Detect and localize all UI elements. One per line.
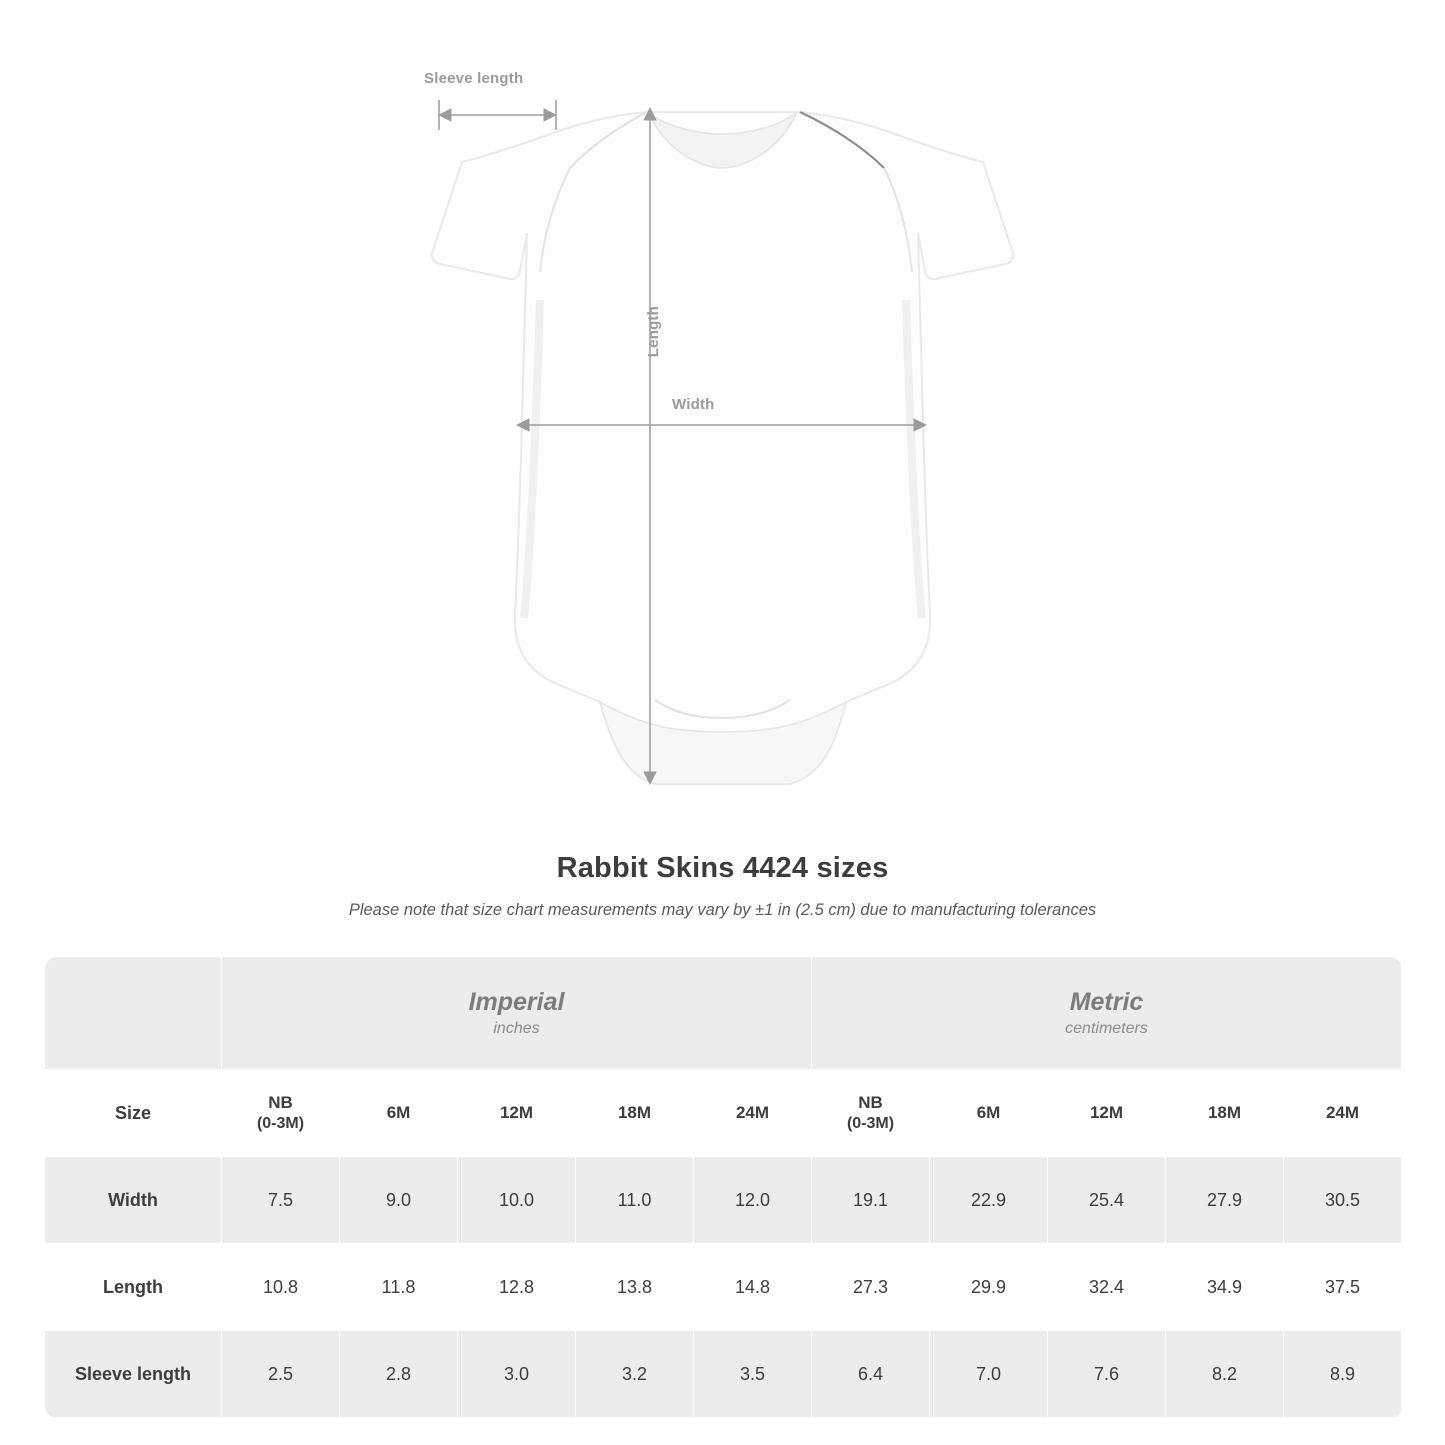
- cell-width-nb-in: 7.5: [222, 1157, 340, 1244]
- unit-group-imperial-sub: inches: [493, 1020, 540, 1038]
- column-header-24m-metric: 24M: [1284, 1070, 1402, 1157]
- cell-length-18m-in: 13.8: [576, 1244, 694, 1331]
- table-row: [45, 1244, 1402, 1331]
- cell-sleeve-12m-in: 3.0: [458, 1331, 576, 1418]
- cell-sleeve-24m-cm: 8.9: [1284, 1331, 1402, 1418]
- cell-width-18m-in: 11.0: [576, 1157, 694, 1244]
- length-label: Length: [645, 306, 662, 358]
- row-label-width: Width: [45, 1157, 222, 1244]
- unit-group-imperial: [222, 957, 812, 1070]
- cell-width-nb-cm: 19.1: [812, 1157, 930, 1244]
- column-header-6m-metric: 6M: [930, 1070, 1048, 1157]
- cell-sleeve-18m-in: 3.2: [576, 1331, 694, 1418]
- cell-length-24m-cm: 37.5: [1284, 1244, 1402, 1331]
- table-row: [45, 1331, 1402, 1418]
- column-header-nb-metric: [812, 1070, 930, 1157]
- column-header-12m-metric: 12M: [1048, 1070, 1166, 1157]
- chart-heading-block: [0, 852, 1445, 920]
- column-header-6m-imperial: 6M: [340, 1070, 458, 1157]
- cell-sleeve-18m-cm: 8.2: [1166, 1331, 1284, 1418]
- cell-width-12m-cm: 25.4: [1048, 1157, 1166, 1244]
- page-title: Rabbit Skins 4424 sizes: [556, 852, 889, 884]
- cell-width-6m-in: 9.0: [340, 1157, 458, 1244]
- cell-length-12m-cm: 32.4: [1048, 1244, 1166, 1331]
- cell-length-24m-in: 14.8: [694, 1244, 812, 1331]
- size-header-label: Size: [45, 1070, 222, 1157]
- column-header-18m-imperial: 18M: [576, 1070, 694, 1157]
- column-header-24m-imperial: 24M: [694, 1070, 812, 1157]
- cell-length-nb-in: 10.8: [222, 1244, 340, 1331]
- unit-header-corner: [45, 957, 222, 1070]
- sleeve-length-label: Sleeve length: [424, 70, 524, 87]
- cell-length-6m-in: 11.8: [340, 1244, 458, 1331]
- column-header-label: NB: [858, 1093, 883, 1113]
- cell-width-24m-in: 12.0: [694, 1157, 812, 1244]
- cell-length-12m-in: 12.8: [458, 1244, 576, 1331]
- cell-width-12m-in: 10.0: [458, 1157, 576, 1244]
- column-header-sub: (0-3M): [256, 1114, 305, 1132]
- cell-sleeve-6m-in: 2.8: [340, 1331, 458, 1418]
- cell-sleeve-6m-cm: 7.0: [930, 1331, 1048, 1418]
- cell-width-6m-cm: 22.9: [930, 1157, 1048, 1244]
- unit-group-metric: [812, 957, 1402, 1070]
- column-header-12m-imperial: 12M: [458, 1070, 576, 1157]
- unit-group-imperial-name: Imperial: [468, 987, 565, 1016]
- column-header-18m-metric: 18M: [1166, 1070, 1284, 1157]
- unit-group-metric-sub: centimeters: [1065, 1020, 1148, 1038]
- size-chart-table-wrapper: [44, 956, 1401, 1418]
- unit-group-metric-name: Metric: [1069, 987, 1144, 1016]
- cell-width-18m-cm: 27.9: [1166, 1157, 1284, 1244]
- size-header-row: [45, 1070, 1402, 1157]
- cell-length-6m-cm: 29.9: [930, 1244, 1048, 1331]
- size-chart-table: [44, 956, 1402, 1418]
- unit-header-row: [45, 957, 1402, 1070]
- width-label: Width: [672, 396, 715, 413]
- table-row: [45, 1157, 1402, 1244]
- cell-length-nb-cm: 27.3: [812, 1244, 930, 1331]
- cell-length-18m-cm: 34.9: [1166, 1244, 1284, 1331]
- row-label-sleeve-length: Sleeve length: [45, 1331, 222, 1418]
- tolerance-note: Please note that size chart measurements may vary by ±1 in (2.5 cm) due to manufacturing tolerances: [348, 901, 1097, 919]
- cell-sleeve-12m-cm: 7.6: [1048, 1331, 1166, 1418]
- column-header-nb-imperial: [222, 1070, 340, 1157]
- cell-sleeve-nb-in: 2.5: [222, 1331, 340, 1418]
- cell-sleeve-nb-cm: 6.4: [812, 1331, 930, 1418]
- column-header-label: NB: [268, 1093, 293, 1113]
- bodysuit-shape: [432, 112, 1013, 784]
- row-label-length: Length: [45, 1244, 222, 1331]
- column-header-sub: (0-3M): [846, 1114, 895, 1132]
- cell-width-24m-cm: 30.5: [1284, 1157, 1402, 1244]
- sleeve-length-arrow: [439, 100, 556, 130]
- cell-sleeve-24m-in: 3.5: [694, 1331, 812, 1418]
